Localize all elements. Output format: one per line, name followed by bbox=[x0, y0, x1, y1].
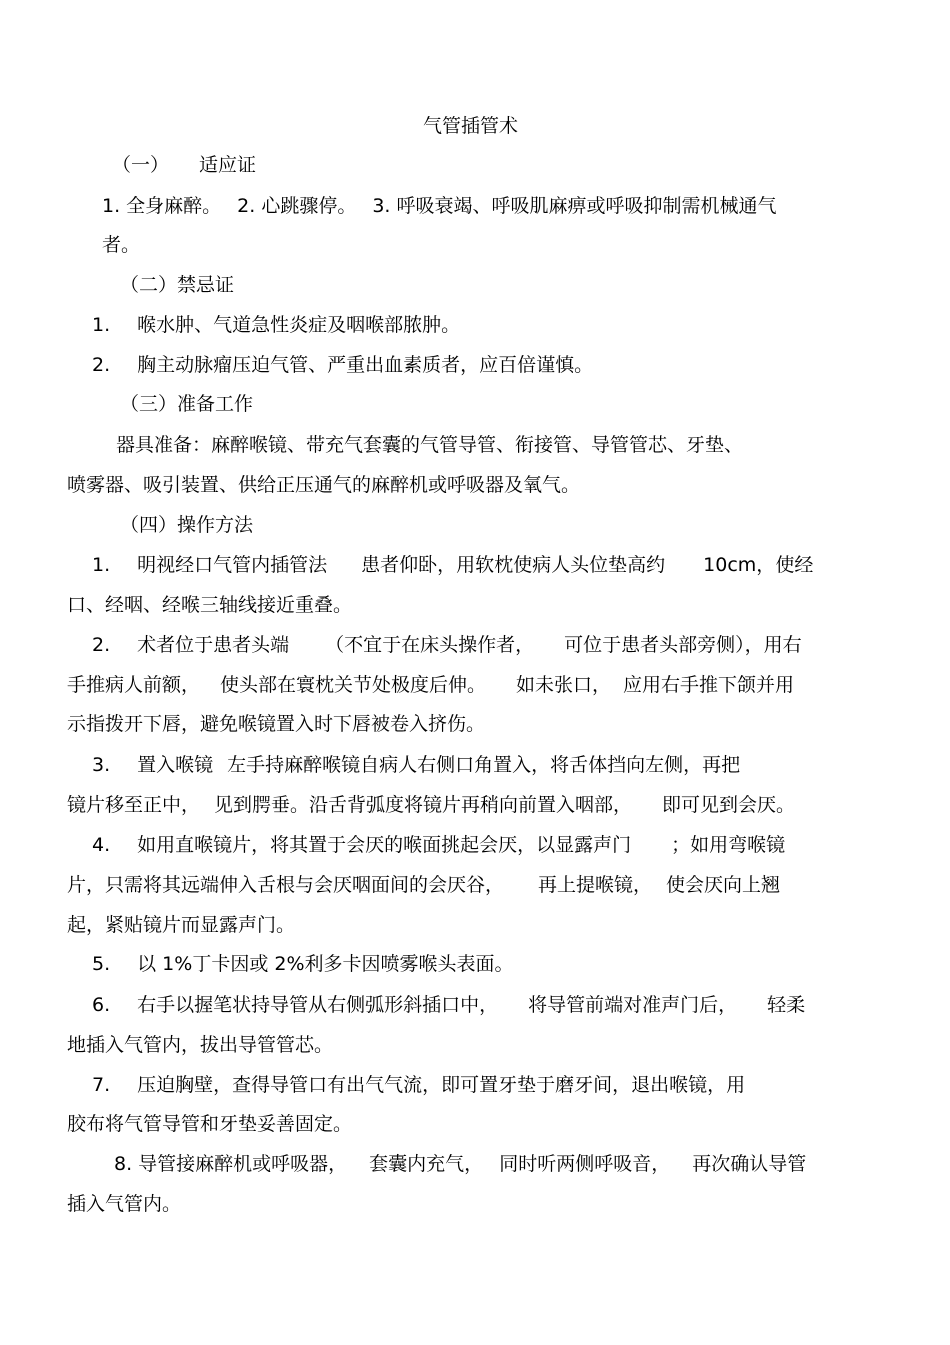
section-heading-procedure: （四）操作方法 bbox=[120, 514, 254, 536]
step-text: 置入喉镜 bbox=[137, 754, 214, 776]
preparation-line-2: 喷雾器、吸引装置、供给正压通气的麻醉机或呼吸器及氧气。 bbox=[67, 474, 581, 496]
heading-number: （一） bbox=[112, 154, 170, 176]
step-text: 可位于患者头部旁侧），用右 bbox=[564, 634, 802, 656]
step-text: 再次确认导管 bbox=[692, 1153, 807, 1175]
procedure-step-1 bbox=[92, 553, 813, 577]
step-number: 4. bbox=[92, 834, 111, 856]
step-text: 压迫胸壁，查得导管口有出气气流，即可置牙垫于磨牙间，退出喉镜，用 bbox=[137, 1074, 746, 1096]
step-text: 应用右手推下颌并用 bbox=[623, 674, 795, 696]
procedure-step-7 bbox=[92, 1073, 745, 1097]
procedure-step-6 bbox=[92, 993, 805, 1017]
section-heading-indications bbox=[112, 153, 256, 177]
contraindication-item-2 bbox=[92, 353, 593, 377]
step-text: 以 1%丁卡因或 2%利多卡因喷雾喉头表面。 bbox=[137, 953, 514, 975]
step-number: 6. bbox=[92, 994, 111, 1016]
procedure-step-8-cont: 插入气管内。 bbox=[67, 1193, 182, 1215]
procedure-step-4-cont-2: 起，紧贴镜片而显露声门。 bbox=[67, 914, 296, 936]
step-text: 套囊内充气， bbox=[369, 1153, 484, 1175]
indications-line-2: 者。 bbox=[102, 234, 141, 256]
procedure-step-5 bbox=[92, 952, 514, 976]
step-text: 使头部在寰枕关节处极度后伸。 bbox=[220, 674, 487, 696]
indications-line-1 bbox=[102, 194, 777, 218]
step-text: 将导管前端对准声门后， bbox=[528, 994, 738, 1016]
step-text: 如用直喉镜片，将其置于会厌的喉面挑起会厌，以显露声门 bbox=[137, 834, 632, 856]
procedure-step-3 bbox=[92, 753, 740, 777]
procedure-step-2-cont-2: 示指拨开下唇，避免喉镜置入时下唇被卷入挤伤。 bbox=[67, 713, 486, 735]
step-text: 使会厌向上翘 bbox=[666, 874, 781, 896]
step-text: 镜片移至正中， bbox=[67, 794, 201, 816]
item-text: 喉水肿、气道急性炎症及咽喉部脓肿。 bbox=[137, 314, 461, 336]
step-text: 即可见到会厌。 bbox=[662, 794, 796, 816]
procedure-step-2 bbox=[92, 633, 802, 657]
section-heading-contraindications: （二）禁忌证 bbox=[120, 274, 235, 296]
procedure-step-1-cont: 口、经咽、经喉三轴线接近重叠。 bbox=[67, 594, 353, 616]
item-number: 2. bbox=[92, 354, 111, 376]
procedure-step-2-cont-1 bbox=[67, 673, 794, 697]
step-number: 1. bbox=[92, 554, 111, 576]
step-number: 2. bbox=[92, 634, 111, 656]
step-text: 患者仰卧，用软枕使病人头位垫高约 bbox=[361, 554, 666, 576]
contraindication-item-1 bbox=[92, 313, 460, 337]
step-text: 见到腭垂。沿舌背弧度将镜片再稍向前置入咽部， bbox=[214, 794, 633, 816]
indication-item: 1. 全身麻醉。 bbox=[102, 195, 222, 217]
indication-item: 3. 呼吸衰竭、呼吸肌麻痹或呼吸抑制需机械通气 bbox=[372, 195, 777, 217]
step-text: 10cm， bbox=[703, 554, 776, 576]
item-number: 1. bbox=[92, 314, 111, 336]
step-text: ；如用弯喉镜 bbox=[671, 834, 786, 856]
step-text: （不宜于在床头操作者， bbox=[325, 634, 535, 656]
preparation-line-1: 器具准备：麻醉喉镜、带充气套囊的气管导管、衔接管、导管管芯、牙垫、 bbox=[116, 434, 744, 456]
step-text: 手推病人前额， bbox=[67, 674, 201, 696]
step-number: 5. bbox=[92, 953, 111, 975]
step-text: 同时听两侧呼吸音， bbox=[499, 1153, 671, 1175]
step-text: 8. 导管接麻醉机或呼吸器， bbox=[114, 1153, 348, 1175]
procedure-step-4 bbox=[92, 833, 785, 857]
step-text: 轻柔 bbox=[767, 994, 806, 1016]
step-text: 如未张口， bbox=[516, 674, 612, 696]
section-heading-preparation: （三）准备工作 bbox=[120, 393, 254, 415]
procedure-step-7-cont: 胶布将气管导管和牙垫妥善固定。 bbox=[67, 1113, 353, 1135]
procedure-step-4-cont-1 bbox=[67, 873, 780, 897]
step-text: 右手以握笔状持导管从右侧弧形斜插口中， bbox=[137, 994, 499, 1016]
indication-item: 2. 心跳骤停。 bbox=[237, 195, 357, 217]
step-text: 术者位于患者头端 bbox=[137, 634, 290, 656]
item-text: 胸主动脉瘤压迫气管、严重出血素质者，应百倍谨慎。 bbox=[137, 354, 594, 376]
step-text: 再上提喉镜， bbox=[538, 874, 653, 896]
page-title: 气管插管术 bbox=[423, 115, 519, 137]
step-text: 使经 bbox=[775, 554, 814, 576]
step-number: 7. bbox=[92, 1074, 111, 1096]
step-number: 3. bbox=[92, 754, 111, 776]
procedure-step-8 bbox=[114, 1152, 806, 1176]
step-text: 明视经口气管内插管法 bbox=[137, 554, 328, 576]
procedure-step-3-cont bbox=[67, 793, 795, 817]
step-text: 片，只需将其远端伸入舌根与会厌咽面间的会厌谷， bbox=[67, 874, 505, 896]
heading-text: 适应证 bbox=[199, 154, 257, 176]
step-text: 左手持麻醉喉镜自病人右侧口角置入，将舌体挡向左侧，再把 bbox=[227, 754, 741, 776]
procedure-step-6-cont: 地插入气管内，拔出导管管芯。 bbox=[67, 1034, 334, 1056]
